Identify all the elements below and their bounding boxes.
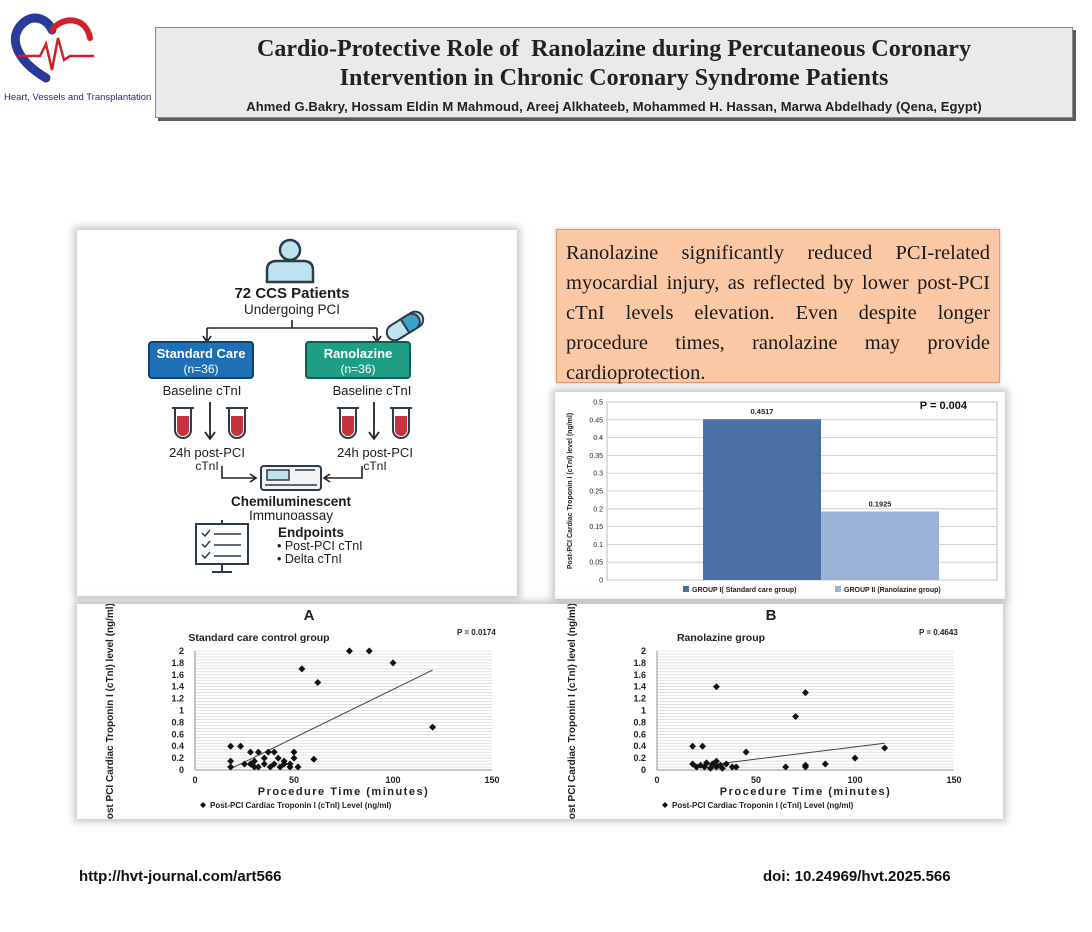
y-tick-label: 2 (178, 646, 184, 656)
y-tick-label: 1.2 (633, 693, 646, 704)
data-point (227, 764, 234, 771)
panel-letter: B (765, 607, 777, 624)
data-point (310, 756, 317, 763)
x-tick-label: 100 (385, 775, 401, 785)
assay-label-2: Immunoassay (248, 508, 334, 523)
y-tick-label: 0.05 (589, 559, 603, 567)
baseline-left-label: Baseline cTnI (162, 383, 242, 398)
y-tick-label: 0.2 (171, 753, 184, 764)
y-tick-label: 0.4 (593, 435, 603, 443)
post-left-label-1: 24h post-PCI (169, 445, 245, 460)
data-point (429, 724, 436, 731)
y-tick-label: 0.1 (593, 541, 603, 549)
data-point (314, 679, 321, 686)
bar (821, 511, 939, 580)
endpoint-item-2: • Delta cTnI (277, 552, 342, 566)
data-point (713, 683, 720, 690)
assay-label-1: Chemiluminescent (230, 494, 352, 509)
y-tick-label: 1.4 (171, 681, 184, 692)
down-arrow-icon (369, 402, 379, 439)
article-url[interactable]: http://hvt-journal.com/art566 (79, 868, 282, 885)
legend-label: Post-PCI Cardiac Troponin I (cTnI) Level (ng/ml) (210, 801, 392, 810)
data-point (689, 743, 696, 750)
post-left-label-2: cTnI (195, 459, 219, 473)
checklist-board-icon (196, 520, 248, 572)
y-tick-label: 0.45 (589, 417, 603, 425)
y-tick-label: 2 (640, 646, 646, 656)
summary-text: Ranolazine significantly reduced PCI-related myocardial injury, as reflected by lower post-PCI cTnI levels elevation. Even despite longer procedure times, ranolazine may provide cardioprotection. (566, 242, 990, 384)
legend-label: GROUP II (Ranolazine group) (844, 587, 941, 594)
y-tick-label: 0.3 (593, 470, 603, 478)
x-axis-label: Procedure Time (minutes) (257, 786, 430, 798)
y-tick-label: 0.4 (633, 741, 646, 752)
title-line-2: Intervention in Chronic Coronary Syndrome Patients (339, 65, 889, 91)
title-line-1: Cardio-Protective Role of Ranolazine during Percutaneous Coronary (257, 36, 971, 62)
x-tick-label: 150 (484, 775, 500, 785)
patients-count-label: 72 CCS Patients (234, 285, 350, 302)
data-point (852, 755, 859, 762)
y-tick-label: 0.2 (593, 506, 603, 514)
data-point (699, 743, 706, 750)
y-tick-label: 1.4 (633, 681, 646, 692)
page-title (156, 35, 1072, 93)
endpoint-item-1: • Post-PCI cTnI (277, 539, 363, 553)
y-axis-label: Post PCI Cardiac Troponin I (cTnI) level (ng/ml) (567, 604, 578, 819)
svg-text:Ranolazine: Ranolazine (323, 346, 393, 361)
title-box (155, 27, 1073, 118)
svg-text:(n=36): (n=36) (183, 362, 219, 376)
y-tick-label: 1.8 (633, 657, 646, 668)
y-tick-label: 1.6 (171, 669, 184, 680)
endpoints-title: Endpoints (278, 525, 344, 540)
y-axis-label: Post-PCI Cardiac Troponin I (cTnI) level (ng/ml) (567, 412, 574, 570)
study-design-panel (77, 230, 517, 596)
data-point (390, 659, 397, 666)
legend-label: GROUP I( Standard care group) (692, 587, 797, 594)
data-point (271, 749, 278, 756)
analyzer-icon (261, 466, 321, 490)
post-right-label-1: 24h post-PCI (337, 445, 413, 460)
data-point (822, 761, 829, 768)
y-tick-label: 0.8 (633, 717, 646, 728)
y-tick-label: 0.6 (171, 729, 184, 740)
x-tick-label: 100 (847, 775, 863, 785)
post-right-label-2: cTnI (363, 459, 387, 473)
blood-tube-icon (390, 408, 412, 438)
legend-swatch (835, 586, 841, 592)
data-point (298, 665, 305, 672)
data-point (881, 744, 888, 751)
y-tick-label: 1 (178, 705, 184, 716)
patient-icon (267, 240, 313, 282)
legend-marker (200, 802, 206, 808)
chart-title: Standard care control group (188, 632, 330, 644)
panel-letter: A (303, 607, 315, 624)
data-point (743, 749, 750, 756)
down-arrow-icon (205, 402, 215, 439)
data-point (275, 755, 282, 762)
y-tick-label: 0.25 (589, 488, 603, 496)
y-tick-label: 1 (640, 705, 646, 716)
y-tick-label: 1.2 (171, 693, 184, 704)
svg-text:Standard Care: Standard Care (156, 346, 246, 361)
blood-tube-icon (226, 408, 248, 438)
data-point (261, 755, 268, 762)
split-arrow (203, 320, 381, 342)
y-tick-label: 0.2 (633, 753, 646, 764)
data-point (782, 764, 789, 771)
data-point (237, 743, 244, 750)
p-value-annotation: P = 0.0174 (457, 628, 496, 637)
y-tick-label: 1.8 (171, 657, 184, 668)
bar-chart (555, 392, 1005, 599)
data-point (261, 761, 268, 768)
y-tick-label: 0.5 (593, 399, 603, 407)
data-point (366, 648, 373, 655)
x-tick-label: 0 (654, 775, 660, 785)
pill-icon (384, 309, 426, 344)
data-label: 0.4517 (750, 407, 774, 417)
data-point (294, 764, 301, 771)
ranolazine-box (306, 342, 410, 378)
y-tick-label: 1.6 (633, 669, 646, 680)
bar-chart-panel (555, 392, 1005, 599)
svg-text:(n=36): (n=36) (340, 362, 376, 376)
data-point (291, 755, 298, 762)
y-tick-label: 0.4 (171, 741, 184, 752)
logo-caption: Heart, Vessels and Transplantation (4, 92, 152, 103)
data-point (227, 743, 234, 750)
bar (703, 419, 821, 580)
baseline-right-label: Baseline cTnI (332, 383, 412, 398)
p-value-annotation: P = 0.004 (919, 400, 967, 413)
blood-tube-icon (172, 408, 194, 438)
y-axis-label: Post PCI Cardiac Troponin I (cTnI) level (ng/ml) (105, 604, 116, 819)
data-point (346, 648, 353, 655)
legend-swatch (683, 586, 689, 592)
blood-tube-icon (337, 408, 359, 438)
data-point (255, 764, 262, 771)
data-point (247, 749, 254, 756)
x-tick-label: 0 (192, 775, 198, 785)
chart-title: Ranolazine group (676, 632, 766, 644)
y-tick-label: 0 (599, 577, 603, 585)
summary-box (556, 229, 1000, 383)
undergoing-label: Undergoing PCI (243, 302, 341, 317)
standard-care-box (149, 342, 253, 378)
y-tick-label: 0.6 (633, 729, 646, 740)
y-tick-label: 0.15 (589, 524, 603, 532)
legend-label: Post-PCI Cardiac Troponin I (cTnI) Level (ng/ml) (672, 801, 854, 810)
authors-line: Ahmed G.Bakry, Hossam Eldin M Mahmoud, Areej Alkhateeb, Mohammed H. Hassan, Marwa Abdelhady (Qena, Egypt) (246, 99, 982, 114)
data-label: 0.1925 (868, 499, 892, 509)
x-axis-label: Procedure Time (minutes) (719, 786, 892, 798)
data-point (733, 764, 740, 771)
legend-marker (662, 802, 668, 808)
data-point (792, 713, 799, 720)
heart-red-stroke (52, 20, 90, 38)
x-tick-label: 50 (750, 775, 762, 785)
study-design-diagram (77, 230, 517, 596)
y-tick-label: 0.8 (171, 717, 184, 728)
article-doi[interactable]: doi: 10.24969/hvt.2025.566 (763, 868, 951, 885)
x-tick-label: 50 (288, 775, 300, 785)
y-tick-label: 0 (178, 765, 184, 775)
scatter-charts (77, 604, 1003, 819)
x-tick-label: 150 (946, 775, 962, 785)
y-tick-label: 0.35 (589, 452, 603, 460)
data-point (802, 689, 809, 696)
y-tick-label: 0 (640, 765, 646, 775)
scatter-charts-panel (77, 604, 1003, 819)
p-value-annotation: P = 0.4643 (919, 628, 958, 637)
